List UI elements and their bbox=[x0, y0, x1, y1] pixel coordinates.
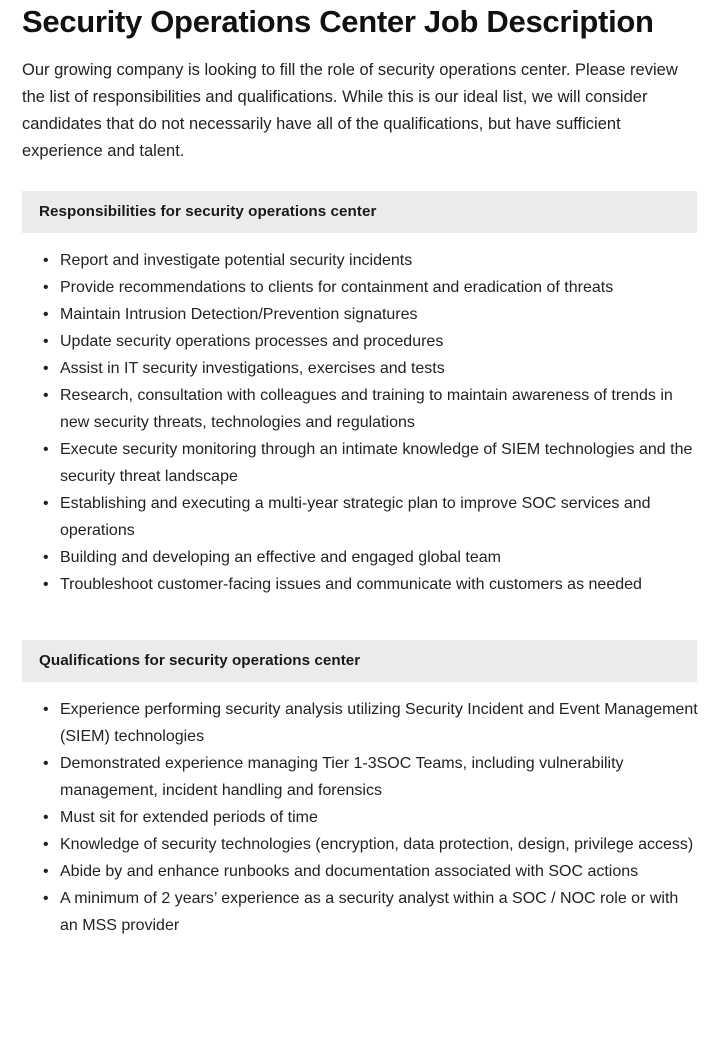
list-item bbox=[22, 750, 698, 804]
list-item-text: Execute security monitoring through an intimate knowledge of SIEM technologies and the security threat landscape bbox=[60, 440, 693, 485]
list-item bbox=[22, 490, 698, 544]
section-spacer bbox=[22, 598, 698, 612]
list-item bbox=[22, 696, 698, 750]
bullet-icon: • bbox=[43, 862, 49, 880]
list-item-text: Maintain Intrusion Detection/Prevention signatures bbox=[60, 305, 418, 323]
list-item bbox=[22, 885, 698, 939]
intro-paragraph: Our growing company is looking to fill the role of security operations center. Please review the list of responsibilities and qualifications. While this is our ideal list, we will consider candidates that do not necessarily have all of the qualifications, but have sufficient experience and talent. bbox=[22, 60, 678, 160]
list-item-text: Must sit for extended periods of time bbox=[60, 808, 318, 826]
list-item-text: Troubleshoot customer-facing issues and communicate with customers as needed bbox=[60, 575, 642, 593]
list-item bbox=[22, 544, 698, 571]
list-item-text: Research, consultation with colleagues and training to maintain awareness of trends in new security threats, technologies and regulations bbox=[60, 386, 673, 431]
section-header-qualifications: Qualifications for security operations center bbox=[22, 640, 697, 682]
responsibilities-list bbox=[22, 233, 698, 598]
list-item bbox=[22, 274, 698, 301]
list-item-text: A minimum of 2 years’ experience as a security analyst within a SOC / NOC role or with an MSS provider bbox=[60, 889, 679, 934]
bullet-icon: • bbox=[43, 754, 49, 772]
bullet-icon: • bbox=[43, 251, 49, 269]
section-qualifications bbox=[22, 640, 698, 939]
bullet-icon: • bbox=[43, 835, 49, 853]
bullet-icon: • bbox=[43, 808, 49, 826]
section-responsibilities bbox=[22, 191, 698, 598]
bullet-icon: • bbox=[43, 332, 49, 350]
list-item-text: Abide by and enhance runbooks and documentation associated with SOC actions bbox=[60, 862, 639, 880]
list-item bbox=[22, 247, 698, 274]
list-item bbox=[22, 355, 698, 382]
page-title: Security Operations Center Job Description bbox=[22, 4, 654, 39]
list-item-text: Establishing and executing a multi-year strategic plan to improve SOC services and operations bbox=[60, 494, 651, 539]
list-item-text: Provide recommendations to clients for containment and eradication of threats bbox=[60, 278, 614, 296]
list-item-text: Demonstrated experience managing Tier 1-3SOC Teams, including vulnerability management, incident handling and forensics bbox=[60, 754, 624, 799]
bullet-icon: • bbox=[43, 889, 49, 907]
list-item bbox=[22, 571, 698, 598]
list-item bbox=[22, 858, 698, 885]
list-item bbox=[22, 436, 698, 490]
list-item-text: Update security operations processes and procedures bbox=[60, 332, 444, 350]
list-item-text: Building and developing an effective and engaged global team bbox=[60, 548, 501, 566]
list-item bbox=[22, 831, 698, 858]
bullet-icon: • bbox=[43, 305, 49, 323]
bullet-icon: • bbox=[43, 440, 49, 458]
section-header-responsibilities: Responsibilities for security operations center bbox=[22, 191, 697, 233]
bullet-icon: • bbox=[43, 700, 49, 718]
list-item-text: Experience performing security analysis utilizing Security Incident and Event Management (SIEM) technologies bbox=[60, 700, 698, 745]
bullet-icon: • bbox=[43, 278, 49, 296]
list-item bbox=[22, 328, 698, 355]
bullet-icon: • bbox=[43, 359, 49, 377]
list-item bbox=[22, 382, 698, 436]
bullet-icon: • bbox=[43, 386, 49, 404]
qualifications-list bbox=[22, 682, 698, 939]
bullet-icon: • bbox=[43, 548, 49, 566]
list-item-text: Knowledge of security technologies (encryption, data protection, design, privilege access) bbox=[60, 835, 694, 853]
list-item-text: Assist in IT security investigations, exercises and tests bbox=[60, 359, 445, 377]
bullet-icon: • bbox=[43, 575, 49, 593]
list-item bbox=[22, 301, 698, 328]
list-item bbox=[22, 804, 698, 831]
list-item-text: Report and investigate potential security incidents bbox=[60, 251, 413, 269]
bullet-icon: • bbox=[43, 494, 49, 512]
